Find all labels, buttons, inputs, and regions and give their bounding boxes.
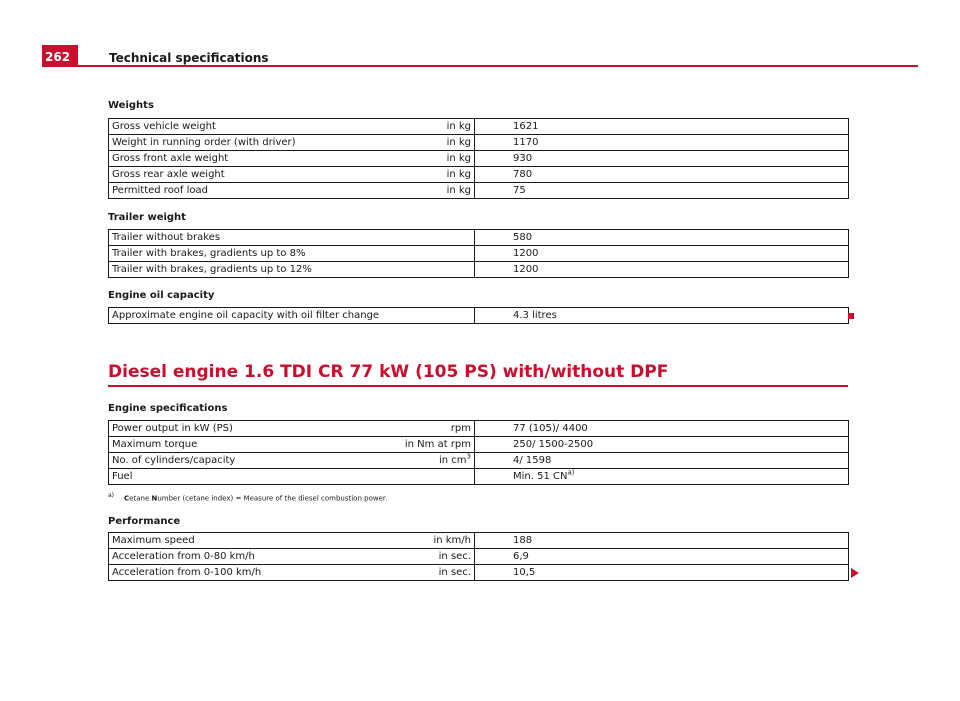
- row-label: Fuel: [109, 469, 475, 485]
- table-row: [109, 421, 849, 437]
- row-label: Acceleration from 0-80 km/h: [112, 551, 255, 562]
- continue-arrow-icon: [851, 568, 859, 578]
- table-row: [109, 437, 849, 453]
- row-label: Trailer with brakes, gradients up to 8%: [109, 246, 475, 262]
- row-value: 10,5: [475, 565, 849, 581]
- row-unit: in kg: [446, 137, 471, 148]
- table-row: [109, 549, 849, 565]
- page-title: Technical specifications: [109, 51, 269, 65]
- performance-heading: Performance: [108, 516, 181, 527]
- row-value: 930: [475, 151, 849, 167]
- footnote-marker: a): [108, 492, 115, 499]
- row-unit: in kg: [446, 153, 471, 164]
- footnote: a) Cetane Number (cetane index) = Measure of the diesel combustion power.: [108, 492, 388, 503]
- table-row: [109, 246, 849, 262]
- row-value: 77 (105)/ 4400: [475, 421, 849, 437]
- weights-heading: Weights: [108, 100, 154, 111]
- row-label: Approximate engine oil capacity with oil filter change: [109, 308, 475, 324]
- table-row: [109, 533, 849, 549]
- row-unit: in sec.: [438, 567, 471, 578]
- title-rule: [108, 385, 848, 387]
- weights-table: [108, 118, 849, 199]
- row-label: Maximum speed: [112, 535, 195, 546]
- diesel-engine-title: Diesel engine 1.6 TDI CR 77 kW (105 PS) with/without DPF: [108, 362, 669, 382]
- row-value: 1200: [475, 262, 849, 278]
- row-value: 1170: [475, 135, 849, 151]
- oil-heading: Engine oil capacity: [108, 290, 215, 301]
- row-value: 4/ 1598: [475, 453, 849, 469]
- row-unit: in sec.: [438, 551, 471, 562]
- row-label: Maximum torque: [112, 439, 198, 450]
- row-unit: rpm: [450, 423, 471, 434]
- row-unit: in km/h: [433, 535, 471, 546]
- row-value: 75: [475, 183, 849, 199]
- header-rule: [78, 65, 918, 67]
- row-value: 580: [475, 230, 849, 246]
- row-value: 188: [475, 533, 849, 549]
- engine-table: [108, 420, 849, 485]
- row-unit: in kg: [446, 185, 471, 196]
- trailer-heading: Trailer weight: [108, 212, 186, 223]
- row-value: Min. 51 CN$^{a)}$: [475, 469, 849, 485]
- row-label: Weight in running order (with driver): [112, 137, 296, 148]
- row-label: Gross rear axle weight: [112, 169, 225, 180]
- row-unit: in Nm at rpm: [404, 439, 471, 450]
- table-row: [109, 135, 849, 151]
- table-row: [109, 183, 849, 199]
- table-row: [109, 151, 849, 167]
- oil-table: [108, 307, 849, 324]
- section-end-marker-icon: [848, 313, 854, 319]
- page-number: 262: [42, 45, 78, 67]
- row-unit: in cm: [438, 455, 467, 466]
- table-row: [109, 262, 849, 278]
- row-value: 780: [475, 167, 849, 183]
- table-row: [109, 167, 849, 183]
- table-row: [109, 469, 849, 485]
- row-value: 6,9: [475, 549, 849, 565]
- engine-heading: Engine specifications: [108, 403, 228, 414]
- footnote-ref: a): [567, 468, 575, 477]
- table-row: [109, 565, 849, 581]
- table-row: [109, 453, 849, 469]
- unit-superscript: 3: [466, 452, 471, 461]
- row-value: 250/ 1500-2500: [475, 437, 849, 453]
- row-label: No. of cylinders/capacity: [112, 455, 236, 466]
- row-unit: in kg: [446, 169, 471, 180]
- row-label: Trailer with brakes, gradients up to 12%: [109, 262, 475, 278]
- page-header: [42, 45, 918, 67]
- table-row: [109, 230, 849, 246]
- table-row: [109, 119, 849, 135]
- performance-table: [108, 532, 849, 581]
- row-label: Trailer without brakes: [109, 230, 475, 246]
- row-value: 1621: [475, 119, 849, 135]
- row-label: Permitted roof load: [112, 185, 209, 196]
- row-label: Acceleration from 0-100 km/h: [112, 567, 262, 578]
- trailer-table: [108, 229, 849, 278]
- table-row: [109, 308, 849, 324]
- row-unit: in kg: [446, 121, 471, 132]
- row-label: Gross vehicle weight: [112, 121, 216, 132]
- row-label: Power output in kW (PS): [112, 423, 233, 434]
- row-label: Gross front axle weight: [112, 153, 229, 164]
- row-value: 4.3 litres: [475, 308, 849, 324]
- row-value: 1200: [475, 246, 849, 262]
